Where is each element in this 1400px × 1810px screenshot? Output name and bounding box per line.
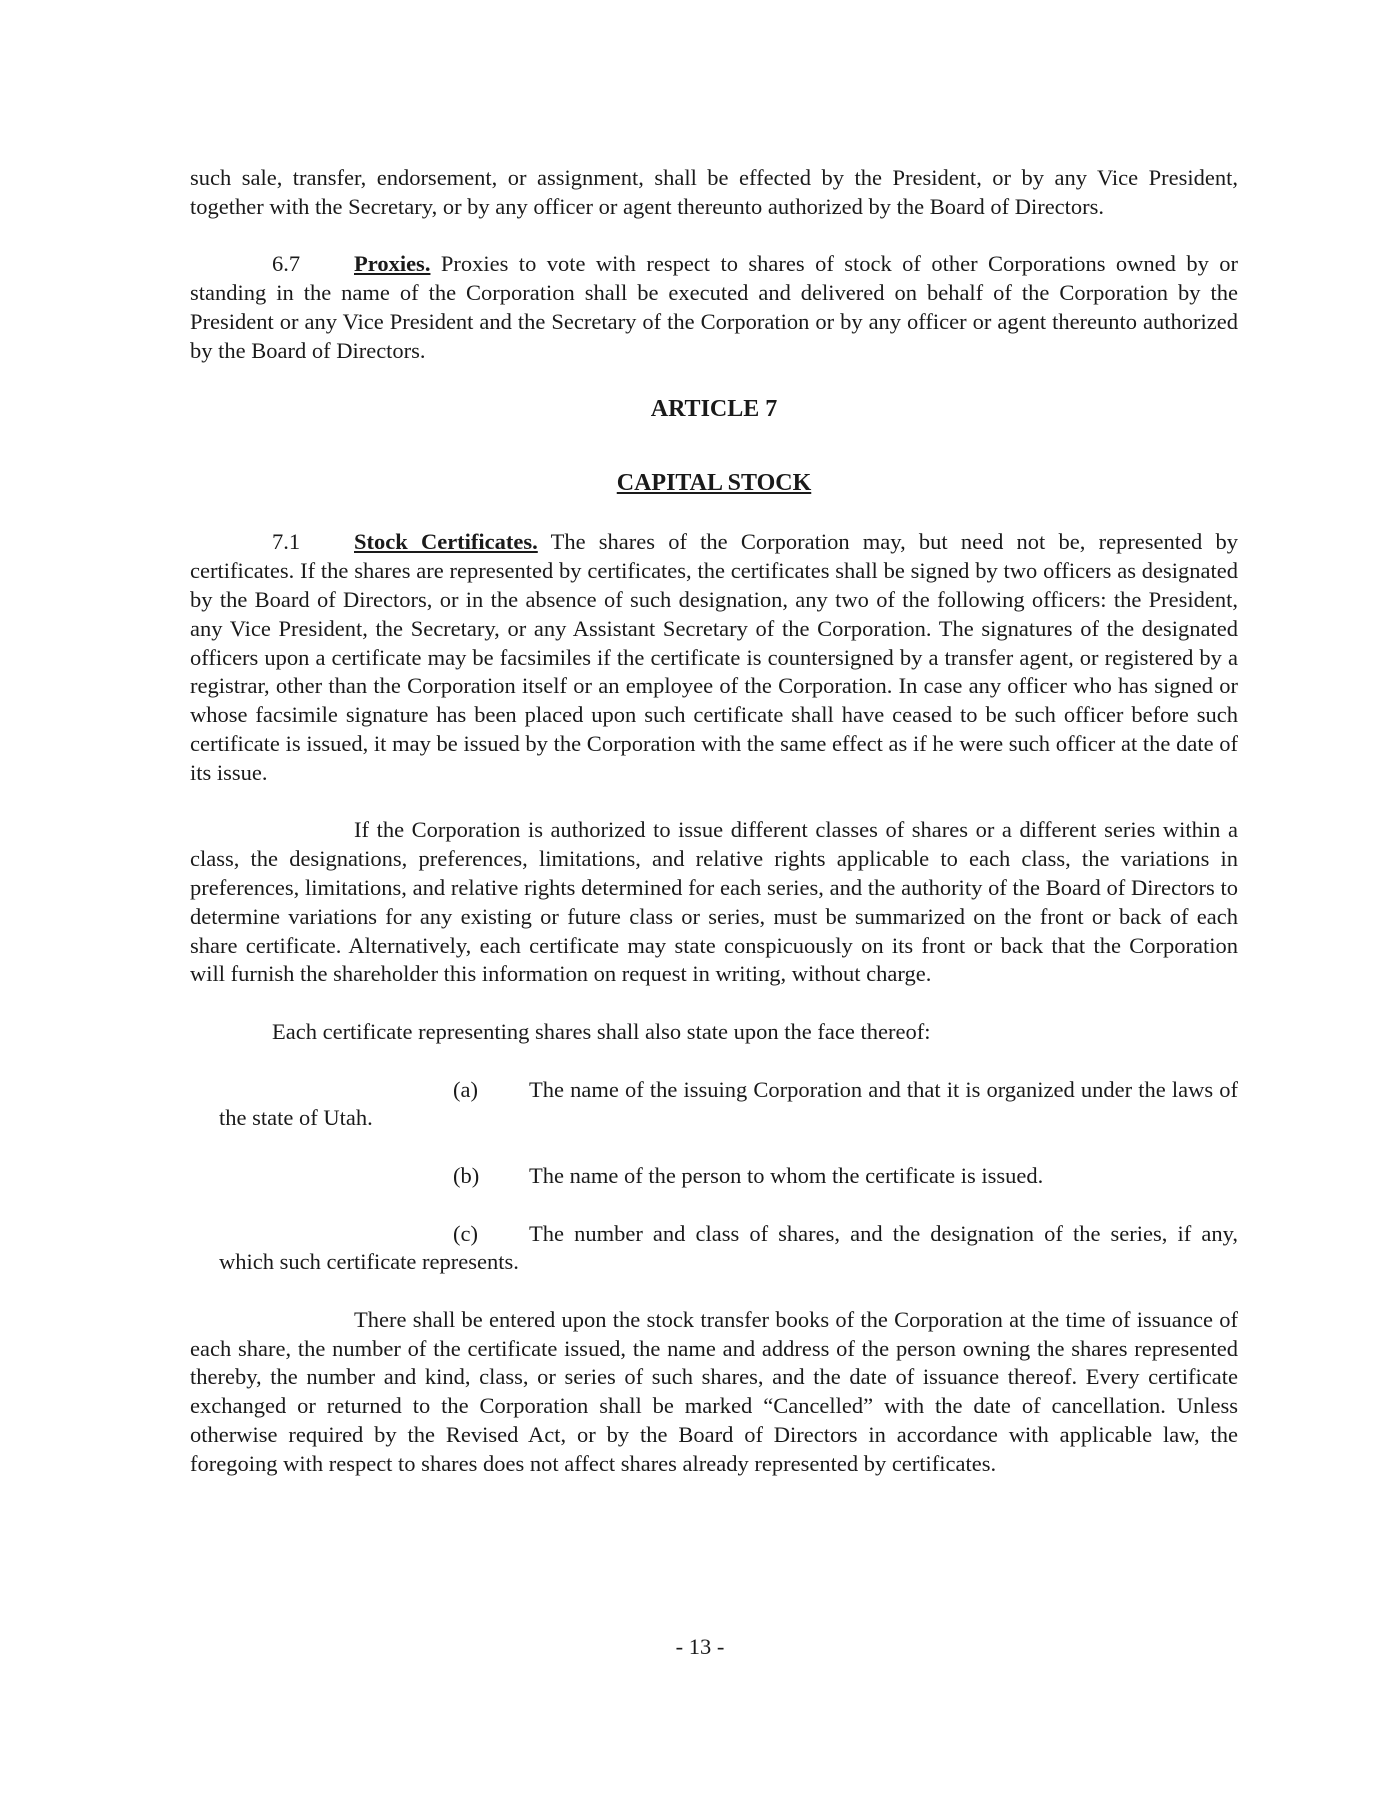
list-item-text: The name of the person to whom the certificate is issued.: [529, 1162, 1044, 1188]
transfer-books-paragraph: There shall be entered upon the stock transfer books of the Corporation at the time of issuance of each share, the number of the certificate issued, the name and address of the person owning the shares represented thereby, the number and kind, class, or series of such shares, and the date of issuance thereof. Every certificate exchanged or returned to the Corporation shall be marked “Cancelled” with the date of cancellation. Unless otherwise required by the Revised Act, or by the Board of Directors in accordance with applicable law, the foregoing with respect to shares does not affect shares already represented by certificates.: [190, 1306, 1238, 1476]
section-7-1-paragraph: [190, 528, 1238, 787]
section-6-7-number: 6.7: [272, 251, 301, 277]
list-item: [219, 1162, 1238, 1191]
section-7-1-title: Stock Certificates.: [354, 529, 538, 555]
page-number: - 13 -: [675, 1634, 725, 1659]
article-heading: ARTICLE 7: [650, 396, 778, 423]
list-item-label: (a): [453, 1076, 478, 1102]
section-6-7-text: Proxies to vote with respect to shares of stock of other Corporations owned by or standing in the name of the Corporation shall be executed and delivered on behalf of the Corporation by the President or any Vice President and the Secretary of the Corporation or by any officer or agent thereunto authorized by the Board of Directors.: [190, 251, 1238, 363]
document-page: [190, 164, 1238, 1507]
section-7-1-number: 7.1: [272, 529, 301, 555]
classes-paragraph: If the Corporation is authorized to issue different classes of shares or a different series within a class, the designations, preferences, limitations, and relative rights applicable to each class, the variations in preferences, limitations, and relative rights determined for each series, and the authority of the Board of Directors to determine variations for any existing or future class or series, must be summarized on the front or back of each share certificate. Alternatively, each certificate may state conspicuously on its front or back that the Corporation will furnish the shareholder this information on request in writing, without charge.: [190, 817, 1238, 987]
article-title: CAPITAL STOCK: [616, 470, 812, 497]
section-6-7-title: Proxies.: [354, 251, 431, 277]
continuation-paragraph: such sale, transfer, endorsement, or assignment, shall be effected by the President, or by any Vice President, together with the Secretary, or by any officer or agent thereunto authorized by the Board of Directors.: [190, 165, 1238, 219]
list-item-label: (b): [453, 1162, 480, 1188]
list-item: [219, 1220, 1238, 1278]
list-item-label: (c): [453, 1220, 478, 1246]
section-6-7-paragraph: [190, 250, 1238, 365]
list-item: [219, 1076, 1238, 1134]
list-item-text: The number and class of shares, and the designation of the series, if any, which such certificate represents.: [219, 1220, 1238, 1275]
face-paragraph: Each certificate representing shares shall also state upon the face thereof:: [272, 1018, 931, 1044]
section-7-1-text: The shares of the Corporation may, but need not be, represented by certificates. If the shares are represented by certificates, the certificates shall be signed by two officers as designated by the Board of Directors, or in the absence of such designation, any two of the following officers: the President, any Vice President, the Secretary, or any Assistant Secretary of the Corporation. The signatures of the designated officers upon a certificate may be facsimiles if the certificate is countersigned by a transfer agent, or registered by a registrar, other than the Corporation itself or an employee of the Corporation. In case any officer who has signed or whose facsimile signature has been placed upon such certificate shall have ceased to be such officer before such certificate is issued, it may be issued by the Corporation with the same effect as if he were such officer at the date of its issue.: [190, 529, 1238, 785]
list-item-text: The name of the issuing Corporation and that it is organized under the laws of the state of Utah.: [219, 1076, 1238, 1131]
